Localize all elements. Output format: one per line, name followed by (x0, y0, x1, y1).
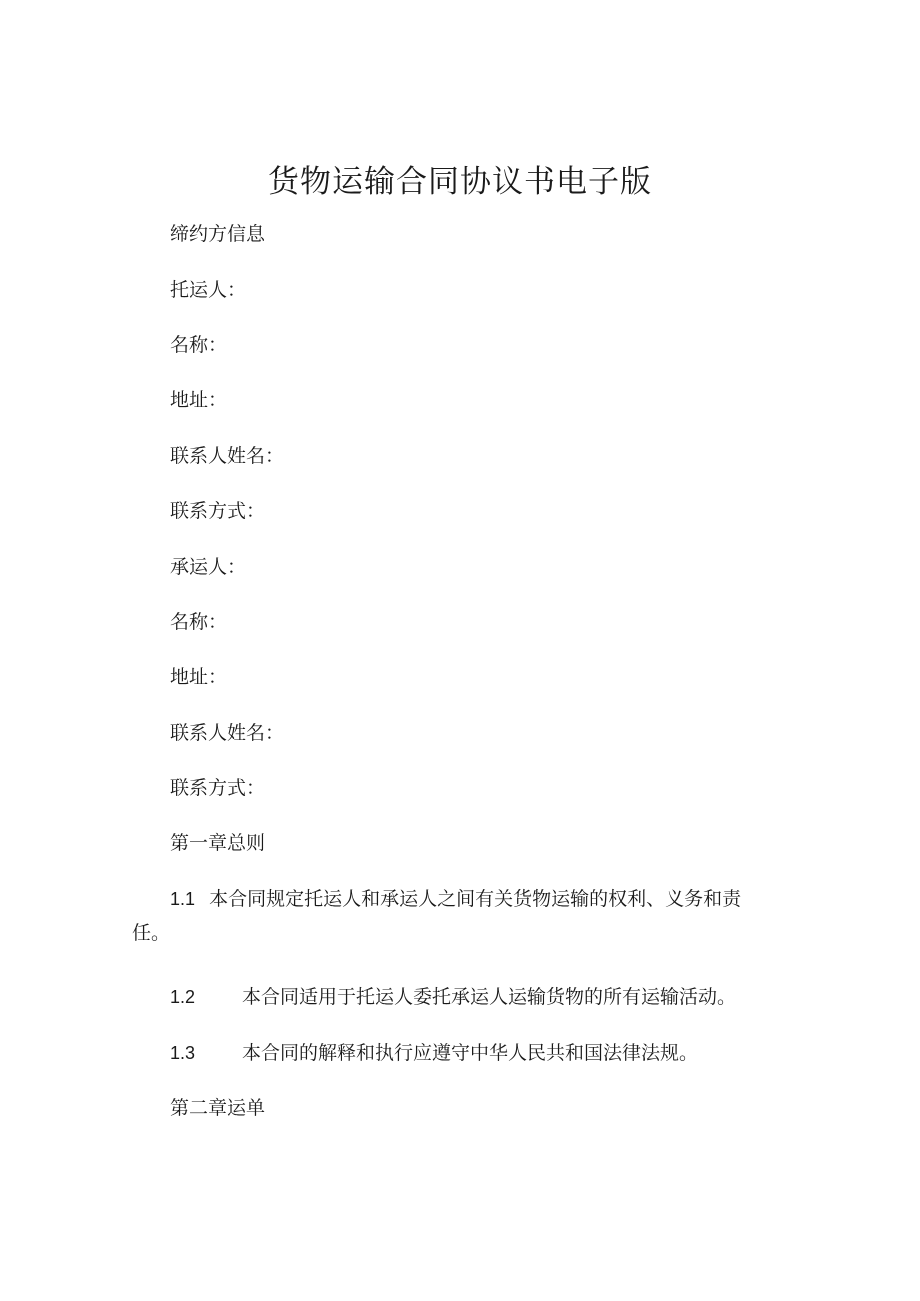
clause-1-3-number: 1.3 (170, 1043, 196, 1063)
clause-1-1-text-continued: 任。 (132, 922, 171, 944)
clause-1-2-number: 1.2 (170, 987, 196, 1007)
clause-1-2-text: 本合同适用于托运人委托承运人运输货物的所有运输活动。 (242, 986, 737, 1008)
clause-1-1 (132, 885, 792, 947)
shipper-contact-name-field: 联系人姓名： (170, 445, 285, 467)
shipper-name-field: 名称： (170, 334, 228, 356)
chapter2-heading: 第二章运单 (170, 1097, 266, 1119)
clause-1-3-text: 本合同的解释和执行应遵守中华人民共和国法律法规。 (242, 1042, 699, 1064)
clause-1-1-text: 本合同规定托运人和承运人之间有关货物运输的权利、义务和责 (209, 888, 742, 910)
carrier-address-field: 地址： (170, 666, 228, 688)
document-title: 货物运输合同协议书电子版 (268, 164, 652, 200)
shipper-label: 托运人： (170, 279, 247, 301)
parties-heading: 缔约方信息 (170, 223, 266, 245)
shipper-contact-method-field: 联系方式： (170, 500, 266, 522)
carrier-contact-name-field: 联系人姓名： (170, 722, 285, 744)
clause-1-3 (170, 1039, 698, 1067)
clause-1-2 (170, 983, 736, 1011)
carrier-name-field: 名称： (170, 611, 228, 633)
clause-1-1-number: 1.1 (170, 889, 196, 909)
chapter1-heading: 第一章总则 (170, 832, 266, 854)
carrier-contact-method-field: 联系方式： (170, 777, 266, 799)
shipper-address-field: 地址： (170, 389, 228, 411)
carrier-label: 承运人： (170, 556, 247, 578)
